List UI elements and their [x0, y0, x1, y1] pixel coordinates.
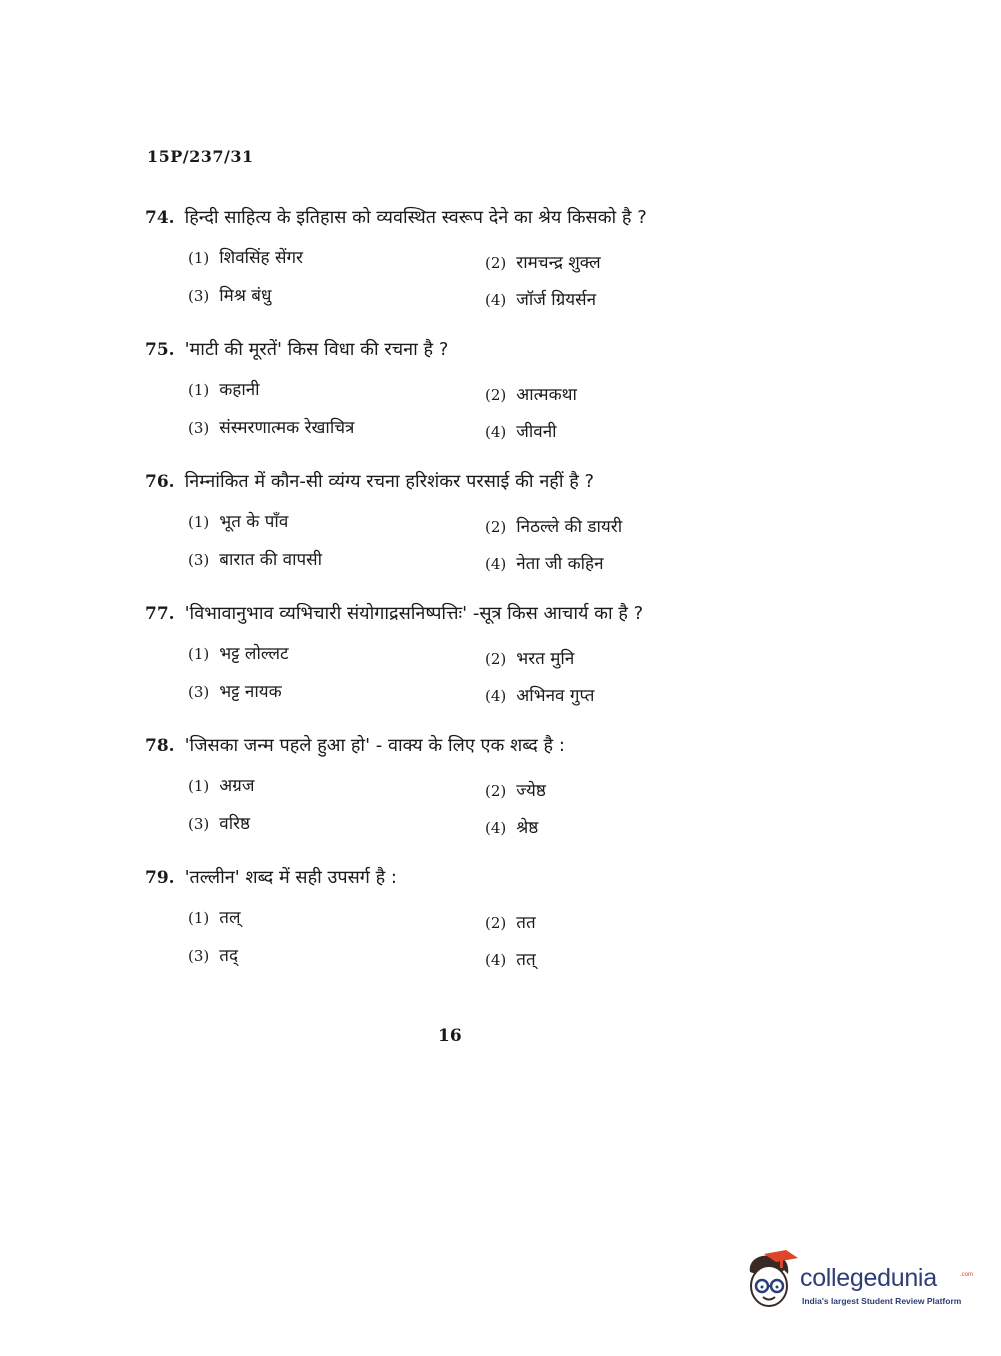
brand-tld: .com [960, 1272, 974, 1278]
question-text: 'तल्लीन' शब्द में सही उपसर्ग है : [184, 867, 397, 888]
question-74 [145, 205, 785, 337]
option-3: (3) मिश्र बंधु [188, 286, 272, 306]
option-3: (3) भट्ट नायक [188, 682, 282, 702]
question-number: 79. [145, 868, 175, 888]
option-2: (2) ज्येष्ठ [485, 781, 546, 801]
question-number: 76. [145, 472, 175, 492]
option-1: (1) तल् [188, 908, 241, 928]
option-1: (1) शिवसिंह सेंगर [188, 248, 304, 268]
question-number: 78. [145, 736, 175, 756]
option-2: (2) आत्मकथा [485, 385, 577, 405]
question-number: 75. [145, 340, 175, 360]
question-text: 'जिसका जन्म पहले हुआ हो' - वाक्य के लिए एक शब्द है : [184, 735, 565, 756]
option-2: (2) तत [485, 913, 536, 933]
brand-tagline: India's largest Student Review Platform [802, 1296, 962, 1306]
option-3: (3) बारात की वापसी [188, 550, 323, 570]
option-4: (4) अभिनव गुप्त [485, 686, 595, 706]
student-mascot-icon [742, 1250, 800, 1312]
question-text: 'विभावानुभाव व्यभिचारी संयोगाद्रसनिष्पत्तिः' -सूत्र किस आचार्य का है ? [184, 603, 644, 624]
option-4: (4) जीवनी [485, 422, 557, 442]
option-3: (3) संस्मरणात्मक रेखाचित्र [188, 418, 355, 438]
question-75 [145, 337, 785, 469]
option-1: (1) भूत के पाँव [188, 512, 289, 532]
question-77 [145, 601, 785, 733]
option-4: (4) श्रेष्ठ [485, 818, 539, 838]
option-2: (2) निठल्ले की डायरी [485, 517, 623, 537]
question-78 [145, 733, 785, 865]
option-3: (3) वरिष्ठ [188, 814, 251, 834]
question-number: 74. [145, 208, 175, 228]
question-76 [145, 469, 785, 601]
option-1: (1) कहानी [188, 380, 260, 400]
question-text: 'माटी की मूरतें' किस विधा की रचना है ? [184, 339, 449, 360]
option-1: (1) अग्रज [188, 776, 255, 796]
option-4: (4) तत् [485, 950, 536, 970]
collegedunia-logo[interactable] [742, 1250, 972, 1320]
option-4: (4) नेता जी कहिन [485, 554, 604, 574]
option-2: (2) रामचन्द्र शुक्ल [485, 253, 601, 273]
option-1: (1) भट्ट लोल्लट [188, 644, 289, 664]
option-2: (2) भरत मुनि [485, 649, 575, 669]
brand-name: collegedunia [800, 1264, 937, 1292]
question-number: 77. [145, 604, 175, 624]
option-3: (3) तद् [188, 946, 238, 966]
question-text: निम्नांकित में कौन-सी व्यंग्य रचना हरिशंकर परसाई की नहीं है ? [184, 471, 595, 492]
page-code: 15P/237/31 [147, 147, 254, 166]
question-list [145, 205, 785, 997]
option-4: (4) जॉर्ज ग्रियर्सन [485, 290, 597, 310]
question-text: हिन्दी साहित्य के इतिहास को व्यवस्थित स्वरूप देने का श्रेय किसको है ? [184, 207, 647, 228]
page-number: 16 [438, 1026, 462, 1046]
question-79 [145, 865, 785, 997]
